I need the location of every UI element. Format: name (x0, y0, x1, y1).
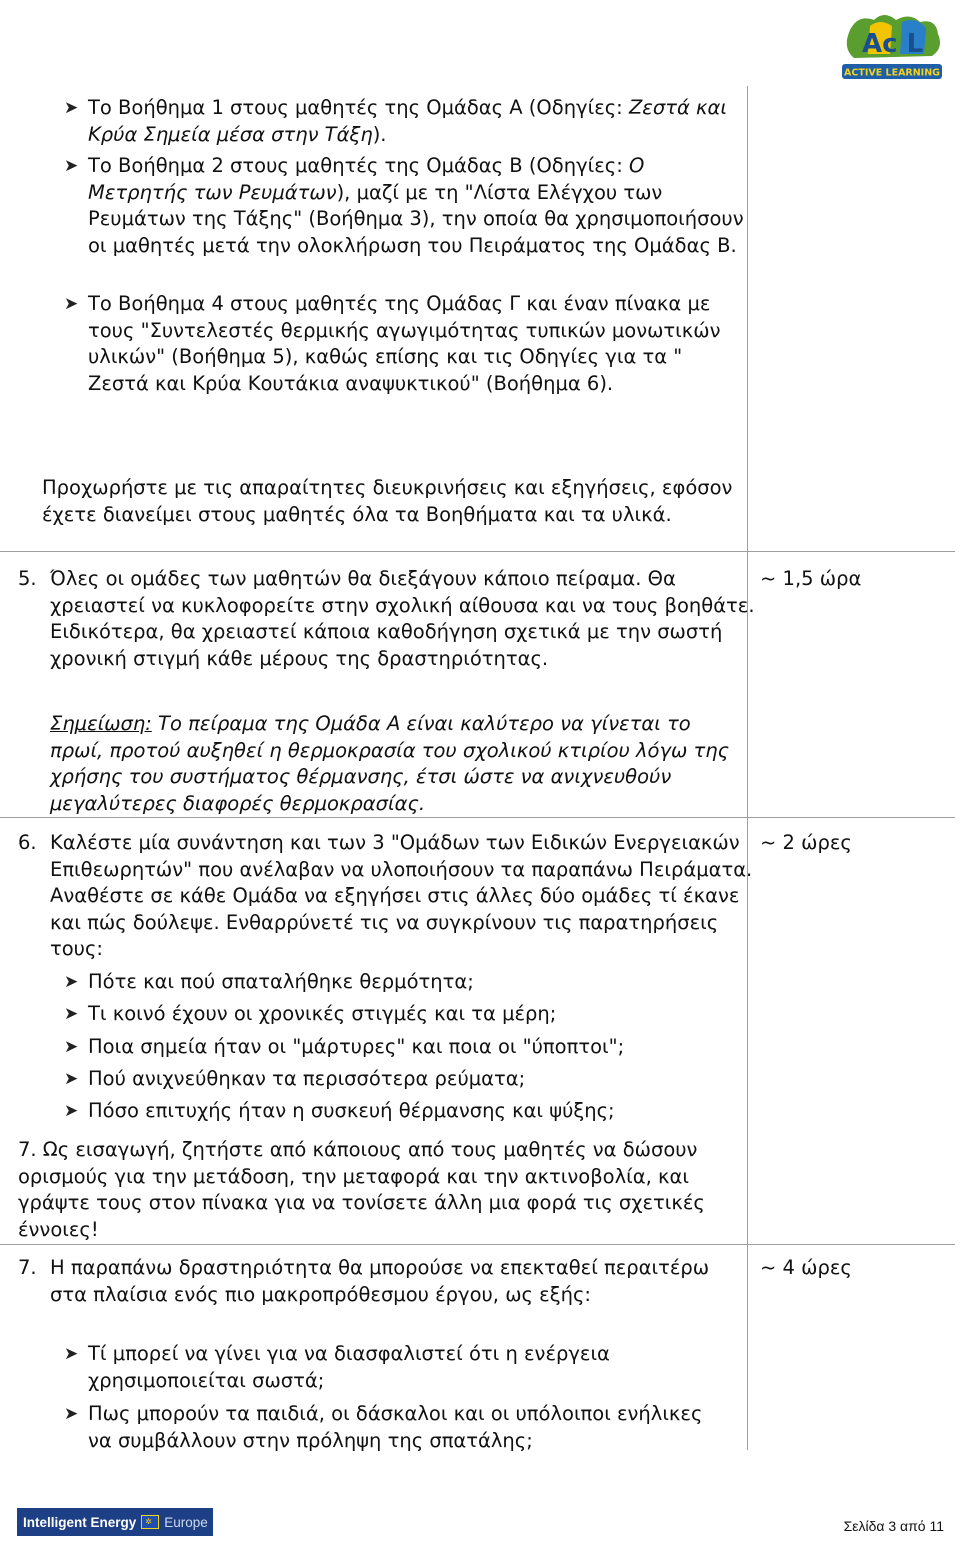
question-2 (64, 1001, 748, 1028)
step-number: 5. (18, 567, 37, 590)
intro-bullet-3 (64, 291, 738, 397)
svg-text:ACTIVE LEARNING: ACTIVE LEARNING (844, 67, 940, 79)
question-text: Ποια σημεία ήταν οι "μάρτυρες" και ποια οι "ύποπτοι"; (88, 1035, 625, 1058)
question-5 (64, 1098, 748, 1125)
text-italic: Ζεστά και Κρύα Σημεία μέσα στην Τάξη (88, 96, 727, 146)
note-label: Σημείωση: (50, 712, 152, 735)
question-text: Πότε και πού σπαταλήθηκε θερμότητα; (88, 970, 474, 993)
row-divider-3 (0, 1244, 955, 1245)
extension-bullet-1 (64, 1341, 728, 1394)
step-5 (18, 566, 760, 672)
bullet-text: Πως μπορούν τα παιδιά, οι δάσκαλοι και οι υπόλοιποι ενήλικες να συμβάλλουν στην πρόληψη της σπατάλης; (88, 1402, 703, 1452)
step-number: 6. (18, 831, 37, 854)
column-divider (747, 86, 748, 1450)
step-text: Καλέστε μία συνάντηση και των 3 "Ομάδων των Ειδικών Ενεργειακών Επιθεωρητών" που ανέλαβαν να υλοποιήσουν τα παραπάνω Πειράματα. Αναθέστε σε κάθε Ομάδα να εξηγήσει στις άλλες δύο ομάδες τί έκανε και πώς δούλεψε. Ενθαρρύνετέ τις να συγκρίνουν τις παρατηρήσεις τους: (50, 831, 753, 960)
step-text: Όλες οι ομάδες των μαθητών θα διεξάγουν κάποιο πείραμα. Θα χρειαστεί να κυκλοφορείτε στην σχολική αίθουσα και να τους βοηθάτε. Ειδικότερα, θα χρειαστεί κάποια καθοδήγηση σχετικά με την σωστή χρονική στιγμή κάθε μέρους της δραστηριότητας. (50, 567, 755, 670)
active-learning-logo (840, 8, 944, 82)
text: Το Βοήθημα 2 στους μαθητές της Ομάδας Β (Οδηγίες: (88, 154, 629, 177)
arrow-bullet-icon: ➤ (64, 156, 79, 176)
question-text: Πόσο επιτυχής ήταν η συσκευή θέρμανσης και ψύξης; (88, 1099, 615, 1122)
svg-text:Ac L: Ac L (862, 29, 924, 59)
text: ), μαζί με τη "Λίστα Ελέγχου των Ρευμάτων της Τάξης" (Βοήθημα 3), την οποία θα χρησιμοποιήσουν οι μαθητές μετά την ολοκλήρωση του Πειράματος της Ομάδας Β. (88, 180, 744, 257)
arrow-bullet-icon: ➤ (64, 1101, 79, 1121)
brand-left: Intelligent Energy (23, 1514, 137, 1530)
eu-flag-icon: ✲ (141, 1515, 159, 1529)
arrow-bullet-icon: ➤ (64, 1037, 79, 1057)
text: ). (372, 122, 387, 146)
arrow-bullet-icon: ➤ (64, 972, 79, 992)
question-1 (64, 969, 748, 996)
intro-bullet-2 (64, 153, 748, 259)
step-6-time: ~ 2 ώρες (760, 831, 852, 854)
question-text: Τι κοινό έχουν οι χρονικές στιγμές και τα μέρη; (88, 1002, 557, 1025)
brand-right: Europe (164, 1514, 208, 1530)
arrow-bullet-icon: ➤ (64, 1344, 79, 1364)
extension-bullet-2 (64, 1401, 728, 1454)
arrow-bullet-icon: ➤ (64, 1004, 79, 1024)
step-7-time: ~ 4 ώρες (760, 1256, 852, 1279)
text-italic: Ο Μετρητής των Ρευμάτων (88, 154, 645, 204)
page-number: Σελίδα 3 από 11 (843, 1518, 944, 1534)
intro-bullet-1 (64, 95, 738, 148)
question-4 (64, 1066, 748, 1093)
note-text: Το πείραμα της Ομάδα Α είναι καλύτερο να γίνεται το πρωί, προτού αυξηθεί η θερμοκρασία του σχολικού κτιρίου λόγω της χρήσης του συστήματος θέρμανσης, έτσι ώστε να ανιχνευθούν μεγαλύτερες διαφορές θερμοκρασίας. (50, 712, 730, 815)
row-divider-2 (0, 817, 955, 818)
arrow-bullet-icon: ➤ (64, 1069, 79, 1089)
text: Το Βοήθημα 1 στους μαθητές της Ομάδας Α (Οδηγίες: (88, 96, 629, 119)
step-6 (18, 830, 770, 963)
proceed-paragraph: Προχωρήστε με τις απαραίτητες διευκρινήσεις και εξηγήσεις, εφόσον έχετε διανείμει στους μαθητές όλα τα Βοηθήματα και τα υλικά. (42, 476, 733, 526)
question-3 (64, 1034, 748, 1061)
step-5-note (50, 711, 735, 817)
text: Το Βοήθημα 4 στους μαθητές της Ομάδας Γ και έναν πίνακα με τους "Συντελεστές θερμικής αγωγιμότητας τυπικών μονωτικών υλικών" (Βοήθημα 5), καθώς επίσης και τις Οδηγίες για τα " Ζεστά και Κρύα Κουτάκια αναψυκτικού" (Βοήθημα 6). (88, 292, 721, 395)
row-divider-1 (0, 551, 955, 552)
arrow-bullet-icon: ➤ (64, 294, 79, 314)
question-text: Πού ανιχνεύθηκαν τα περισσότερα ρεύματα; (88, 1067, 526, 1090)
intelligent-energy-europe-logo (17, 1508, 213, 1536)
bullet-text: Τί μπορεί να γίνει για να διασφαλιστεί ότι η ενέργεια χρησιμοποιείται σωστά; (88, 1342, 610, 1392)
arrow-bullet-icon: ➤ (64, 1404, 79, 1424)
step-5-time: ~ 1,5 ώρα (760, 567, 862, 590)
step-text: Η παραπάνω δραστηριότητα θα μπορούσε να επεκταθεί περαιτέρω στα πλαίσια ενός πιο μακροπρόθεσμου έργου, ως εξής: (50, 1256, 710, 1306)
step-number: 7. (18, 1256, 37, 1279)
arrow-bullet-icon: ➤ (64, 98, 79, 118)
step-7-intro: 7. Ως εισαγωγή, ζητήστε από κάποιους από τους μαθητές να δώσουν ορισμούς για την μετάδοση, την μεταφορά και την ακτινοβολία, και γράψτε τους στον πίνακα για να τονίσετε άλλη μια φορά τις σχετικές έννοιες! (18, 1138, 705, 1241)
step-7-extension (18, 1255, 750, 1308)
